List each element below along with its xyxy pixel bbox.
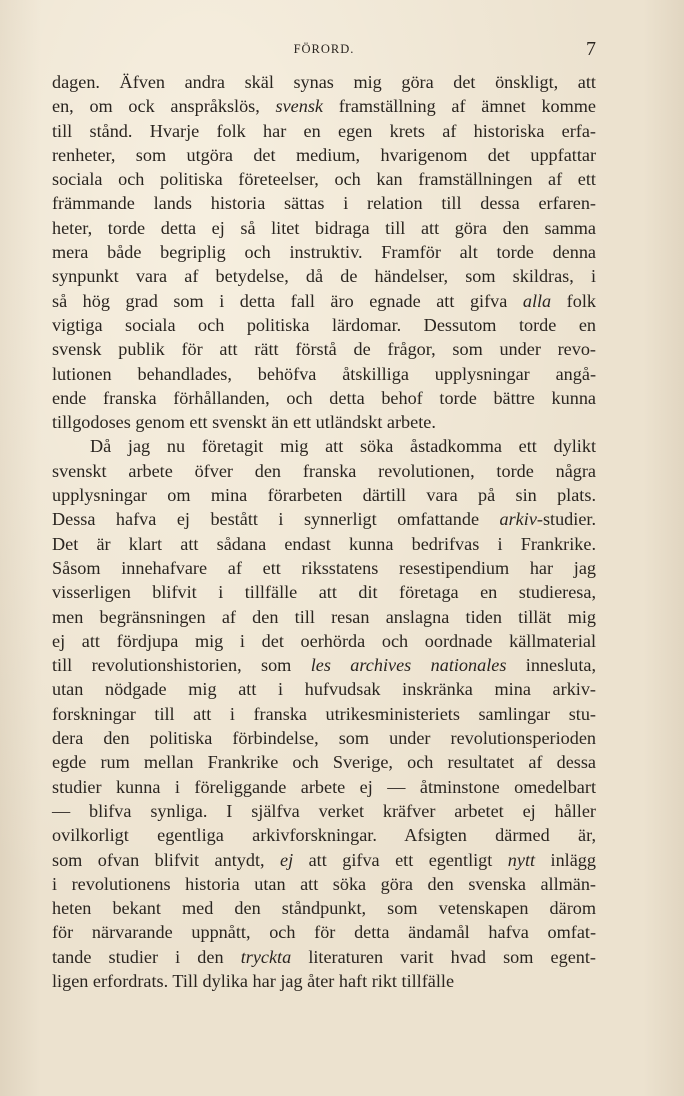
text-line	[52, 896, 596, 920]
text-line	[52, 264, 596, 288]
text-line	[52, 799, 596, 823]
italic-text: ej	[280, 849, 294, 870]
italic-text: tryckta	[240, 946, 292, 967]
text-line	[52, 872, 596, 896]
text-line	[52, 969, 596, 993]
text-segment: renheter, som utgöra det medium, hvarigenom det uppfattar	[52, 144, 596, 165]
italic-text: arkiv	[499, 509, 537, 530]
text-segment: som ofvan blifvit antydt,	[52, 849, 281, 870]
text-line	[52, 70, 596, 94]
text-line	[52, 848, 596, 872]
text-line	[52, 313, 596, 337]
text-line	[52, 726, 596, 750]
text-line	[52, 677, 596, 701]
text-segment: studier kunna i föreliggande arbete ej — åtminstone omedelbart	[52, 776, 596, 797]
text-line	[52, 386, 596, 410]
text-segment: Dessa hafva ej bestått i synnerligt omfattande	[52, 509, 500, 530]
text-segment: visserligen blifvit i tillfälle att dit företaga en studieresa,	[52, 582, 596, 603]
text-segment: mera både begriplig och instruktiv. Framför alt torde denna	[52, 242, 596, 263]
text-segment: att gifva ett egentligt	[293, 849, 508, 870]
text-segment: Det är klart att sådana endast kunna bedrifvas i Frankrike.	[52, 533, 596, 554]
text-segment: främmande lands historia sättas i relation till dessa erfaren-	[52, 193, 596, 214]
text-segment: svensk publik för att rätt förstå de frågor, som under revo-	[52, 339, 596, 360]
text-segment: egde rum mellan Frankrike och Sverige, och resultatet af dessa	[52, 752, 596, 773]
text-line	[52, 289, 596, 313]
text-line	[52, 362, 596, 386]
text-line	[52, 823, 596, 847]
text-segment: i revolutionens historia utan att söka göra den svenska allmän-	[52, 873, 596, 894]
text-segment: — blifva synliga. I själfva verket kräfver arbetet ej håller	[52, 800, 596, 821]
text-segment: vigtiga sociala och politiska lärdomar. Dessutom torde en	[52, 314, 596, 335]
text-line	[52, 240, 596, 264]
text-line	[52, 507, 596, 531]
text-line	[52, 143, 596, 167]
text-segment: inlägg	[535, 849, 596, 870]
italic-text: svensk	[275, 96, 323, 117]
text-segment: ovilkorligt egentliga arkivforskningar. Afsigten därmed är,	[52, 825, 596, 846]
text-line	[52, 605, 596, 629]
text-segment: till revolutionshistorien, som	[52, 655, 311, 676]
text-segment: inneslutа,	[506, 655, 596, 676]
text-line	[52, 337, 596, 361]
text-segment: ende franska förhållanden, och detta behof torde bättre kunna	[52, 387, 596, 408]
text-segment: lutionen behandlades, behöfva åtskilliga upplysningar angå-	[52, 363, 596, 384]
text-line	[52, 750, 596, 774]
text-line	[52, 191, 596, 215]
text-line	[52, 945, 596, 969]
text-line	[52, 702, 596, 726]
running-head	[52, 40, 596, 60]
text-segment: Då jag nu företagit mig att söka åstadkomma ett dylikt	[90, 436, 596, 457]
text-segment: -studier.	[536, 509, 596, 530]
text-line	[52, 434, 596, 458]
italic-text: les archives nationales	[310, 655, 507, 676]
running-head-title: FÖRORD.	[293, 42, 355, 56]
text-line	[52, 119, 596, 143]
text-line	[52, 653, 596, 677]
text-segment: dera den politiska förbindelse, som under revolutionsperioden	[52, 728, 596, 749]
text-segment: heter, torde detta ej så litet bidraga till att göra den samma	[52, 217, 596, 238]
text-segment: svenskt arbete öfver den franska revolutionen, torde några	[52, 460, 596, 481]
text-segment: literaturen varit hvad som egent-	[291, 946, 596, 967]
text-segment: utan nödgade mig att i hufvudsak inskränka mina arkiv-	[52, 679, 596, 700]
text-line	[52, 167, 596, 191]
text-line	[52, 920, 596, 944]
italic-text: alla	[522, 290, 552, 311]
text-segment: framställning af ämnet komme	[323, 96, 596, 117]
text-segment: folk	[551, 290, 596, 311]
text-segment: tande studier i den	[52, 946, 241, 967]
text-line	[52, 775, 596, 799]
text-segment: dagen. Äfven andra skäl synas mig göra det önskligt, att	[52, 72, 596, 92]
text-segment: men begränsningen af den till resan anslagna tiden tillät mig	[52, 606, 596, 627]
text-segment: Såsom innehafvare af ett riksstatens resestipendium har jag	[52, 557, 596, 578]
body-text	[52, 70, 596, 993]
text-segment: sociala och politiska företeelser, och kan framställningen af ett	[52, 169, 596, 190]
text-line	[52, 459, 596, 483]
text-line	[52, 580, 596, 604]
text-segment: så hög grad som i detta fall äro egnade att gifva	[52, 290, 523, 311]
text-segment: ligen erfordrats. Till dylika har jag åter haft rikt tillfälle	[52, 970, 455, 991]
text-segment: till stånd. Hvarje folk har en egen krets af historiska erfa-	[52, 120, 596, 141]
text-line	[52, 410, 596, 434]
text-line	[52, 532, 596, 556]
text-segment: synpunkt vara af betydelse, då de händelser, som skildras, i	[52, 266, 596, 287]
text-segment: en, om ock anspråkslös,	[52, 96, 276, 117]
text-segment: ej att fördjupa mig i det oerhörda och oordnade källmaterial	[52, 630, 596, 651]
italic-text: nytt	[507, 849, 536, 870]
text-segment: för närvarande uppnått, och för detta ändamål hafva omfat-	[52, 922, 596, 943]
text-line	[52, 556, 596, 580]
text-line	[52, 216, 596, 240]
text-segment: heten bekant med den ståndpunkt, som vetenskapen därom	[52, 898, 596, 919]
text-line	[52, 629, 596, 653]
text-segment: tillgodoses genom ett svenskt än ett utländskt arbete.	[52, 412, 436, 433]
text-segment: upplysningar om mina förarbeten därtill vara på sin plats.	[52, 485, 596, 506]
text-line	[52, 94, 596, 118]
text-segment: forskningar till att i franska utrikesministeriets samlingar stu-	[52, 703, 596, 724]
text-line	[52, 483, 596, 507]
page-number: 7	[586, 38, 596, 60]
